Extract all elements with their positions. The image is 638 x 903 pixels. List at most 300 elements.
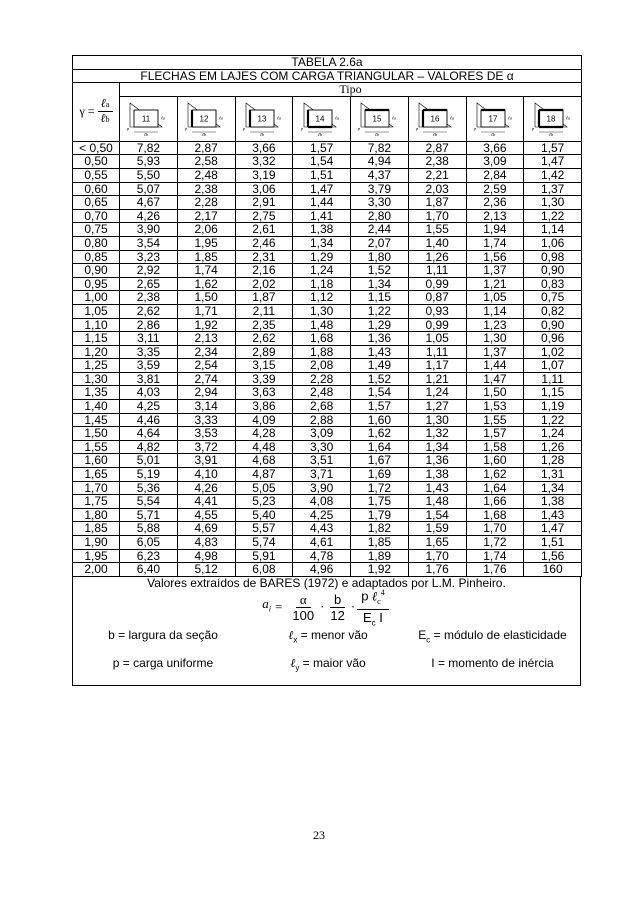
alpha-value-cell: 4,43 [293, 522, 351, 536]
alpha-value-cell: 1,27 [408, 400, 466, 414]
slab-type-number: 15 [372, 114, 382, 124]
gamma-value-cell: 0,80 [73, 236, 120, 250]
alpha-value-cell: 3,09 [466, 155, 524, 169]
alpha-value-cell: 2,80 [351, 209, 409, 223]
alpha-value-cell: 1,92 [177, 318, 235, 332]
alpha-value-cell: 1,22 [351, 304, 409, 318]
alpha-value-cell: 1,24 [293, 264, 351, 278]
slab-type-number: 13 [257, 114, 267, 124]
gamma-value-cell: 1,30 [73, 372, 120, 386]
legend-b [73, 629, 253, 647]
slab-type-number: 12 [199, 114, 209, 124]
alpha-value-cell: 1,23 [466, 318, 524, 332]
alpha-value-cell: 3,86 [235, 400, 293, 414]
alpha-value-cell: 2,16 [235, 264, 293, 278]
formula-frac-alpha [288, 592, 318, 623]
alpha-value-cell: 2,13 [466, 209, 524, 223]
table-row [73, 223, 582, 237]
legend-lx-sub: x [293, 635, 298, 645]
alpha-value-cell: 1,70 [408, 549, 466, 563]
icon-label-la: ℓa [334, 115, 339, 121]
alpha-value-cell: 1,58 [466, 440, 524, 454]
alpha-value-cell: 1,12 [293, 291, 351, 305]
alpha-value-cell: 2,88 [293, 413, 351, 427]
table-row [73, 250, 582, 264]
table-row [73, 427, 582, 441]
alpha-value-cell: 1,52 [351, 372, 409, 386]
alpha-value-cell: 1,26 [408, 250, 466, 264]
alpha-value-cell: 1,34 [351, 277, 409, 291]
formula-lhs: a [262, 596, 269, 612]
alpha-value-cell: 1,51 [524, 536, 582, 550]
slab-type-17-cell [466, 96, 524, 141]
alpha-value-cell: 1,95 [177, 236, 235, 250]
table-row [73, 522, 582, 536]
alpha-value-cell: 4,68 [235, 454, 293, 468]
alpha-value-cell: 1,72 [466, 536, 524, 550]
gamma-value-cell: 1,50 [73, 427, 120, 441]
alpha-value-cell: 3,30 [293, 440, 351, 454]
table-row [73, 359, 582, 373]
alpha-value-cell: 2,03 [408, 182, 466, 196]
gamma-den-sub: b [105, 115, 110, 125]
alpha-value-cell: 1,85 [351, 536, 409, 550]
alpha-value-cell: 1,70 [408, 209, 466, 223]
slab-type-number: 11 [142, 114, 151, 124]
gamma-value-cell: 1,55 [73, 440, 120, 454]
alpha-value-cell: 1,38 [293, 223, 351, 237]
alpha-value-cell: 2,07 [351, 236, 409, 250]
alpha-value-cell: 4,09 [235, 413, 293, 427]
icon-label-p: p [358, 125, 361, 131]
alpha-value-cell: 1,88 [293, 345, 351, 359]
slab-type-14-diagram [294, 97, 350, 141]
alpha-value-cell: 1,24 [524, 427, 582, 441]
icon-label-p: p [242, 125, 245, 131]
gamma-num: ℓ [100, 95, 106, 110]
formula-b: b [330, 592, 345, 608]
table-row [73, 291, 582, 305]
alpha-value-cell: 1,59 [408, 522, 466, 536]
icon-label-p: p [300, 125, 303, 131]
gamma-value-cell: 1,05 [73, 304, 120, 318]
alpha-value-cell: 6,40 [120, 563, 178, 577]
alpha-value-cell: 1,42 [524, 168, 582, 182]
table-row [73, 196, 582, 210]
alpha-value-cell: 1,34 [524, 481, 582, 495]
icon-label-p: p [416, 125, 419, 131]
formula-lhs-sub: i [268, 604, 272, 614]
alpha-value-cell: 6,05 [120, 536, 178, 550]
alpha-value-cell: 5,93 [120, 155, 178, 169]
alpha-value-cell: 2,38 [408, 155, 466, 169]
alpha-value-cell: 1,51 [293, 168, 351, 182]
alpha-value-cell: 0,90 [524, 264, 582, 278]
alpha-value-cell: 2,87 [408, 141, 466, 155]
alpha-value-cell: 5,23 [235, 495, 293, 509]
alpha-value-cell: 2,84 [466, 168, 524, 182]
alpha-value-cell: 2,86 [120, 318, 178, 332]
icon-label-la: ℓa [161, 115, 166, 121]
alpha-value-cell: 2,65 [120, 277, 178, 291]
slab-type-14-cell [293, 96, 351, 141]
formula-12: 12 [330, 607, 345, 623]
gamma-value-cell: 0,65 [73, 196, 120, 210]
legend-ec-sub: c [426, 635, 431, 645]
formula-dot-2: · [350, 599, 356, 615]
gamma-value-cell: 1,90 [73, 536, 120, 550]
gamma-symbol: γ = [79, 103, 95, 118]
formula-ell: ℓ [371, 587, 378, 603]
alpha-value-cell: 3,63 [235, 386, 293, 400]
gamma-value-cell: 1,35 [73, 386, 120, 400]
alpha-value-cell: 0,75 [524, 291, 582, 305]
alpha-value-cell: 3,81 [120, 372, 178, 386]
icon-label-la: ℓa [450, 115, 455, 121]
alpha-value-cell: 2,48 [177, 168, 235, 182]
alpha-value-cell: 1,69 [351, 468, 409, 482]
table-row [73, 454, 582, 468]
alpha-value-cell: 1,87 [235, 291, 293, 305]
icon-label-lb: ℓb [317, 131, 322, 137]
legend-i-text: I = momento de inércia [431, 656, 554, 671]
slab-type-13-diagram [236, 97, 292, 141]
legend-ly-sym: ℓ [290, 656, 296, 671]
alpha-value-cell: 4,08 [293, 495, 351, 509]
alpha-value-cell: 1,11 [524, 372, 582, 386]
alpha-value-cell: 1,02 [524, 345, 582, 359]
formula-p: p [361, 587, 369, 603]
table-sheet [72, 55, 581, 686]
alpha-value-cell: 1,43 [351, 345, 409, 359]
alpha-value-cell: 4,03 [120, 386, 178, 400]
alpha-value-cell: 1,05 [408, 332, 466, 346]
legend [73, 625, 580, 685]
alpha-value-cell: 1,32 [408, 427, 466, 441]
alpha-value-cell: 1,15 [524, 386, 582, 400]
alpha-value-cell: 3,15 [235, 359, 293, 373]
alpha-value-cell: 4,87 [235, 468, 293, 482]
alpha-value-cell: 2,44 [351, 223, 409, 237]
gamma-value-cell: 1,25 [73, 359, 120, 373]
alpha-value-cell: 1,79 [351, 508, 409, 522]
alpha-value-cell: 3,66 [466, 141, 524, 155]
tipo-header: Tipo [120, 83, 582, 97]
alpha-value-cell: 1,37 [466, 264, 524, 278]
slab-type-18-diagram [525, 97, 581, 141]
alpha-value-cell: 1,57 [351, 400, 409, 414]
alpha-value-cell: 1,70 [466, 522, 524, 536]
alpha-value-cell: 4,55 [177, 508, 235, 522]
alpha-value-cell: 4,61 [293, 536, 351, 550]
alpha-value-cell: 6,23 [120, 549, 178, 563]
table-row [73, 304, 582, 318]
alpha-value-cell: 1,50 [466, 386, 524, 400]
alpha-value-cell: 1,34 [408, 440, 466, 454]
alpha-value-cell: 1,30 [408, 413, 466, 427]
table-row [73, 155, 582, 169]
alpha-value-cell: 1,21 [408, 372, 466, 386]
alpha-value-cell: 4,48 [235, 440, 293, 454]
alpha-value-cell: 1,18 [293, 277, 351, 291]
alpha-value-cell: 5,54 [120, 495, 178, 509]
alpha-value-cell: 3,33 [177, 413, 235, 427]
icon-label-lb: ℓb [375, 131, 380, 137]
gamma-value-cell: 0,55 [73, 168, 120, 182]
table-row [73, 508, 582, 522]
alpha-value-cell: 3,32 [235, 155, 293, 169]
alpha-value-cell: 5,12 [177, 563, 235, 577]
gamma-value-cell: 1,00 [73, 291, 120, 305]
alpha-value-cell: 3,79 [351, 182, 409, 196]
icon-label-lb: ℓb [202, 131, 207, 137]
slab-type-13-cell [235, 96, 293, 141]
alpha-value-cell: 1,54 [351, 386, 409, 400]
alpha-value-cell: 1,53 [466, 400, 524, 414]
formula-I: I [379, 609, 383, 625]
alpha-value-cell: 4,67 [120, 196, 178, 210]
alpha-value-cell: 2,54 [177, 359, 235, 373]
alpha-value-cell: 6,08 [235, 563, 293, 577]
alpha-value-cell: 1,85 [177, 250, 235, 264]
alpha-value-cell: 2,48 [293, 386, 351, 400]
alpha-value-cell: 1,54 [293, 155, 351, 169]
slab-type-number: 18 [546, 114, 556, 124]
slab-type-11-diagram [120, 97, 176, 141]
alpha-value-cell: 1,48 [408, 495, 466, 509]
alpha-value-cell: 5,36 [120, 481, 178, 495]
legend-ec [403, 629, 582, 647]
alpha-value-cell: 1,38 [408, 468, 466, 482]
alpha-value-cell: 2,68 [293, 400, 351, 414]
alpha-value-cell: 1,29 [351, 318, 409, 332]
table-row [73, 495, 582, 509]
alpha-value-cell: 1,68 [293, 332, 351, 346]
source-note: Valores extraídos de BARES (1972) e adaptados por L.M. Pinheiro. [147, 575, 506, 590]
table-row [73, 332, 582, 346]
table-row [73, 440, 582, 454]
alpha-value-cell: 1,54 [408, 508, 466, 522]
alpha-value-cell: 5,57 [235, 522, 293, 536]
alpha-value-cell: 1,38 [524, 495, 582, 509]
alpha-value-cell: 1,60 [351, 413, 409, 427]
alpha-value-cell: 7,82 [120, 141, 178, 155]
gamma-value-cell: 1,85 [73, 522, 120, 536]
alpha-value-cell: 1,66 [466, 495, 524, 509]
alpha-value-cell: 1,75 [351, 495, 409, 509]
slab-type-number: 14 [315, 114, 325, 124]
alpha-value-cell: 2,34 [177, 345, 235, 359]
alpha-value-cell: 4,82 [120, 440, 178, 454]
icon-label-p: p [531, 125, 534, 131]
alpha-value-cell: 3,54 [120, 236, 178, 250]
alpha-value-cell: 5,74 [235, 536, 293, 550]
alpha-value-cell: 1,15 [351, 291, 409, 305]
legend-i [403, 657, 582, 675]
alpha-value-cell: 1,55 [408, 223, 466, 237]
slab-type-number: 17 [488, 114, 498, 124]
alpha-value-cell: 0,98 [524, 250, 582, 264]
alpha-value-cell: 1,74 [466, 549, 524, 563]
alpha-value-cell: 1,43 [408, 481, 466, 495]
alpha-value-cell: 1,57 [466, 427, 524, 441]
alpha-value-cell: 4,64 [120, 427, 178, 441]
gamma-value-cell: 0,95 [73, 277, 120, 291]
alpha-value-cell: 2,92 [120, 264, 178, 278]
icon-label-la: ℓa [219, 115, 224, 121]
icon-label-lb: ℓb [548, 131, 553, 137]
alpha-value-cell: 3,90 [120, 223, 178, 237]
icon-label-lb: ℓb [433, 131, 438, 137]
slab-type-17-diagram [467, 97, 523, 141]
icon-label-p: p [127, 125, 130, 131]
gamma-value-cell: 0,75 [73, 223, 120, 237]
slab-type-12-cell [177, 96, 235, 141]
table-row [73, 481, 582, 495]
gamma-value-cell: 1,65 [73, 468, 120, 482]
alpha-value-cell: 3,91 [177, 454, 235, 468]
alpha-value-cell: 3,59 [120, 359, 178, 373]
alpha-value-cell: 1,92 [351, 563, 409, 577]
alpha-value-cell: 4,98 [177, 549, 235, 563]
alpha-value-cell: 0,87 [408, 291, 466, 305]
alpha-value-cell: 1,37 [466, 345, 524, 359]
alpha-value-cell: 1,44 [293, 196, 351, 210]
alpha-value-cell: 4,83 [177, 536, 235, 550]
alpha-value-cell: 2,02 [235, 277, 293, 291]
legend-ec-E: E [418, 628, 427, 643]
alpha-value-cell: 1,47 [293, 182, 351, 196]
slab-type-15-diagram [351, 97, 407, 141]
gamma-value-cell: 1,20 [73, 345, 120, 359]
icon-label-p: p [185, 125, 188, 131]
alpha-value-cell: 2,31 [235, 250, 293, 264]
alpha-value-cell: 1,11 [408, 345, 466, 359]
table-title: TABELA 2.6a [73, 56, 582, 70]
alpha-value-cell: 1,05 [466, 291, 524, 305]
legend-p [73, 657, 253, 675]
alpha-value-cell: 160 [524, 563, 582, 577]
alpha-value-cell: 1,80 [351, 250, 409, 264]
alpha-value-cell: 0,99 [408, 318, 466, 332]
alpha-value-cell: 2,62 [235, 332, 293, 346]
table-footer [72, 577, 581, 687]
alpha-value-cell: 2,11 [235, 304, 293, 318]
alpha-value-cell: 3,51 [293, 454, 351, 468]
alpha-value-cell: 1,29 [293, 250, 351, 264]
alpha-value-cell: 3,71 [293, 468, 351, 482]
formula-alpha: α [296, 592, 311, 608]
table-row [73, 168, 582, 182]
alpha-value-cell: 4,26 [120, 209, 178, 223]
table-row [73, 318, 582, 332]
alpha-value-cell: 7,82 [351, 141, 409, 155]
gamma-value-cell: < 0,50 [73, 141, 120, 155]
icon-label-lb: ℓb [490, 131, 495, 137]
alpha-value-cell: 1,06 [524, 236, 582, 250]
alpha-value-cell: 1,82 [351, 522, 409, 536]
alpha-value-cell: 3,19 [235, 168, 293, 182]
formula-100: 100 [292, 607, 315, 623]
slab-type-11-cell [120, 96, 178, 141]
alpha-value-cell: 1,55 [466, 413, 524, 427]
alpha-value-cell: 1,14 [524, 223, 582, 237]
gamma-den: ℓ [100, 111, 106, 126]
alpha-value-cell: 0,93 [408, 304, 466, 318]
alpha-value-cell: 3,35 [120, 345, 178, 359]
alpha-value-cell: 4,69 [177, 522, 235, 536]
gamma-fraction [98, 97, 113, 127]
deflection-formula [73, 587, 580, 628]
table-row [73, 400, 582, 414]
alpha-value-cell: 3,11 [120, 332, 178, 346]
icon-label-la: ℓa [392, 115, 397, 121]
alpha-value-cell: 1,17 [408, 359, 466, 373]
alpha-value-cell: 3,30 [351, 196, 409, 210]
alpha-value-cell: 2,08 [293, 359, 351, 373]
alpha-value-cell: 1,30 [293, 304, 351, 318]
slab-type-number: 16 [430, 114, 440, 124]
table-row [73, 264, 582, 278]
table-row [73, 236, 582, 250]
alpha-value-cell: 3,72 [177, 440, 235, 454]
gamma-value-cell: 0,85 [73, 250, 120, 264]
alpha-value-cell: 4,94 [351, 155, 409, 169]
gamma-header [73, 83, 120, 142]
alpha-value-cell: 2,46 [235, 236, 293, 250]
icon-label-la: ℓa [507, 115, 512, 121]
alpha-value-cell: 2,35 [235, 318, 293, 332]
slab-type-18-cell [524, 96, 582, 141]
gamma-value-cell: 1,45 [73, 413, 120, 427]
legend-ly [253, 657, 403, 675]
alpha-value-cell: 1,94 [466, 223, 524, 237]
table-row [73, 209, 582, 223]
alpha-value-cell: 0,99 [408, 277, 466, 291]
gamma-value-cell: 1,80 [73, 508, 120, 522]
icon-label-la: ℓa [276, 115, 281, 121]
slab-type-16-diagram [409, 97, 465, 141]
alpha-value-cell: 2,28 [293, 372, 351, 386]
alpha-value-cell: 1,57 [293, 141, 351, 155]
slab-type-16-cell [408, 96, 466, 141]
alpha-value-cell: 4,96 [293, 563, 351, 577]
alpha-value-cell: 1,62 [466, 468, 524, 482]
gamma-value-cell: 1,60 [73, 454, 120, 468]
alpha-value-cell: 1,36 [351, 332, 409, 346]
alpha-value-cell: 1,89 [351, 549, 409, 563]
alpha-value-cell: 1,34 [293, 236, 351, 250]
alpha-value-cell: 1,41 [293, 209, 351, 223]
alpha-value-cell: 1,47 [524, 155, 582, 169]
gamma-value-cell: 1,40 [73, 400, 120, 414]
alpha-value-cell: 1,30 [466, 332, 524, 346]
alpha-value-cell: 3,23 [120, 250, 178, 264]
alpha-value-cell: 4,46 [120, 413, 178, 427]
alpha-value-cell: 1,26 [524, 440, 582, 454]
alpha-value-cell: 4,78 [293, 549, 351, 563]
legend-lx [253, 629, 403, 647]
alpha-value-cell: 1,07 [524, 359, 582, 373]
alpha-value-cell: 4,26 [177, 481, 235, 495]
alpha-value-cell: 1,22 [524, 209, 582, 223]
table-row [73, 277, 582, 291]
alpha-value-cell: 1,68 [466, 508, 524, 522]
alpha-value-cell: 2,36 [466, 196, 524, 210]
gamma-value-cell: 1,75 [73, 495, 120, 509]
alpha-value-cell: 1,64 [466, 481, 524, 495]
legend-ly-text: = maior vão [299, 656, 366, 671]
